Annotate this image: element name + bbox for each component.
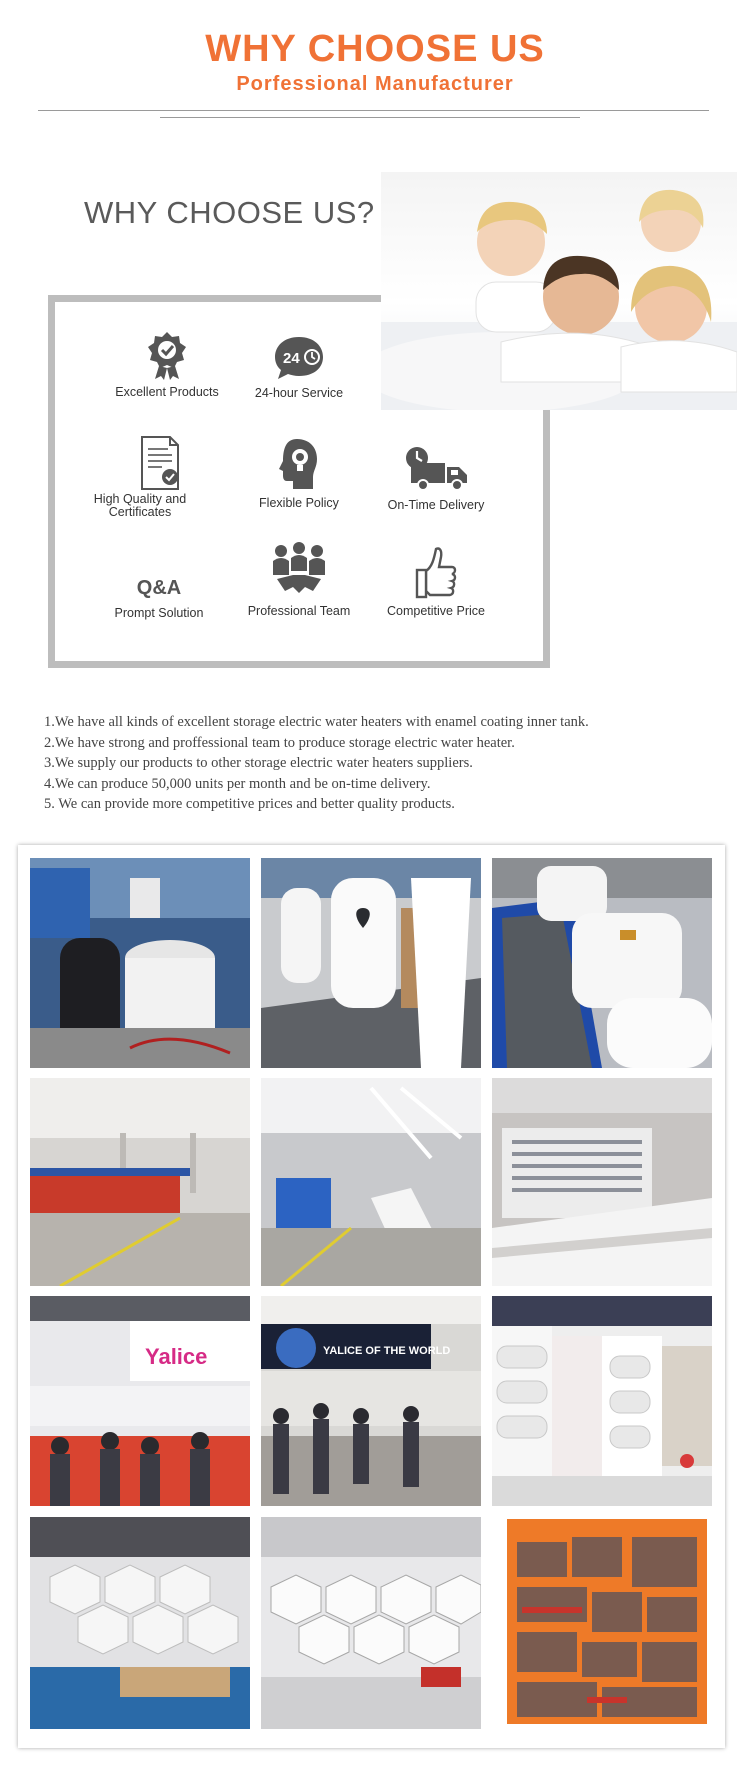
trade-show-hall-photo (261, 1296, 481, 1506)
feature-on-time-delivery (361, 445, 511, 512)
factory-buildings-aerial-photo (492, 1078, 712, 1286)
feature-label: Excellent Products (115, 385, 219, 399)
svg-text:YALICE OF THE WORLD: YALICE OF THE WORLD (323, 1345, 451, 1357)
factory-gallery (18, 845, 725, 1748)
delivery-truck-clock-icon (403, 445, 469, 491)
event-collage-photo (492, 1517, 712, 1729)
feature-excellent-products (92, 330, 242, 399)
feature-label: 24-hour Service (254, 386, 344, 400)
heaters-conveyor-belt-photo (492, 858, 712, 1068)
factory-assembly-line-photo (30, 858, 250, 1068)
feature-competitive-price (361, 545, 511, 618)
svg-text:24: 24 (283, 350, 300, 367)
thumbs-up-icon (414, 545, 458, 601)
certificate-icon (138, 435, 182, 491)
feature-professional-team (224, 541, 374, 618)
divider-bottom (160, 117, 580, 118)
svg-text:Yalice: Yalice (145, 1344, 208, 1369)
list-item: 3.We supply our products to other storage electric water heaters suppliers. (44, 755, 473, 771)
divider-top (38, 110, 709, 111)
vertical-heaters-conveyor-photo (261, 858, 481, 1068)
award-ribbon-icon (147, 330, 187, 380)
hexagon-booth-photo (261, 1517, 481, 1729)
family-photo (381, 172, 737, 410)
feature-label: Professional Team (247, 604, 351, 618)
feature-label: Flexible Policy (259, 496, 339, 510)
list-item: 4.We can produce 50,000 units per month and be on-time delivery. (44, 775, 431, 792)
feature-flexible-policy (224, 437, 374, 510)
why-heading: WHY CHOOSE US? (84, 195, 375, 230)
team-handshake-icon (269, 541, 329, 599)
production-workshop-photo (30, 1078, 250, 1286)
exhibition-booth-photo (30, 1296, 250, 1506)
feature-label: Prompt Solution (114, 606, 204, 620)
head-lightbulb-icon (277, 437, 321, 491)
header-subtitle: Porfessional Manufacturer (236, 73, 514, 95)
feature-label: High Quality and Certificates (93, 492, 187, 519)
showroom-display-photo (492, 1296, 712, 1506)
qa-text-icon: Q&A (136, 577, 182, 599)
feature-prompt-solution (84, 577, 234, 620)
header-title: WHY CHOOSE US (205, 28, 545, 70)
list-item: 2.We have strong and proffessional team to produce storage electric water heater. (44, 734, 515, 751)
feature-label: On-Time Delivery (387, 498, 485, 512)
list-item: 1.We have all kinds of excellent storage electric water heaters with enamel coating inner tank. (44, 714, 589, 730)
hexagon-display-photo (30, 1517, 250, 1729)
feature-24-hour-service (224, 335, 374, 400)
list-item: 5. We can provide more competitive prices and better quality products. (44, 796, 455, 812)
24-hour-chat-icon (273, 335, 325, 381)
feature-label: Competitive Price (387, 604, 485, 618)
advantages-list (44, 712, 724, 815)
assembly-hall-photo (261, 1078, 481, 1286)
feature-high-quality (85, 435, 235, 519)
